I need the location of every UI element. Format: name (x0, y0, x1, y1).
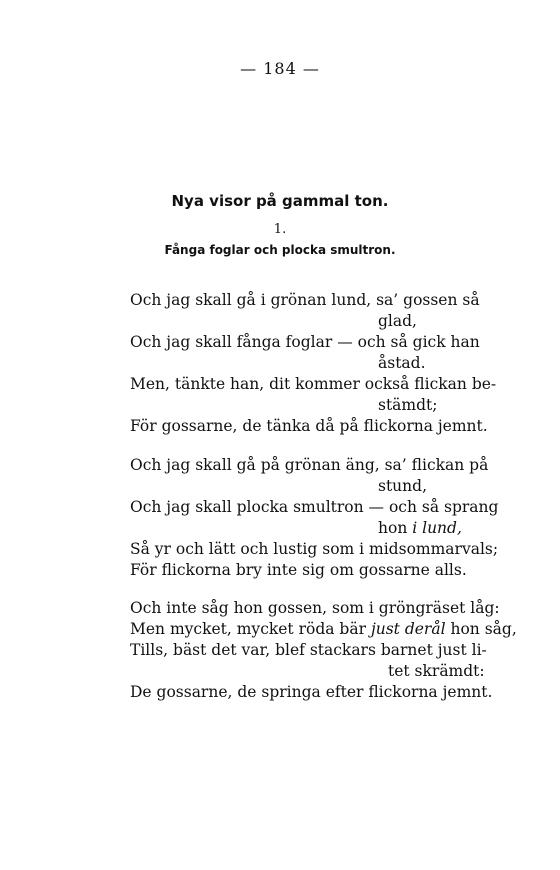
poem-subtitle: Fånga foglar och plocka smultron. (164, 243, 396, 257)
page-number: — 184 — (240, 59, 320, 78)
verse-line: För gossarne, de tänka då på flickorna jemnt. (130, 417, 488, 435)
verse-continuation: tet skrämdt: (388, 662, 485, 680)
verse-continuation: åstad. (378, 354, 426, 372)
verse-line: Tills, bäst det var, blef stackars barnet just li- (130, 641, 487, 659)
verse-line: Och inte såg hon gossen, som i gröngräset låg: (130, 599, 500, 617)
verse-line: Och jag skall plocka smultron — och så sprang (130, 498, 499, 516)
verse-line: Så yr och lätt och lustig som i midsommarvals; (130, 540, 499, 558)
poem-collection-title: Nya visor på gammal ton. (171, 192, 389, 210)
verse-continuation: stund, (378, 477, 427, 495)
verse-line: För flickorna bry inte sig om gossarne alls. (130, 561, 467, 579)
verse-text: Men mycket, mycket röda bär (130, 620, 371, 638)
verse-continuation: glad, (378, 312, 417, 330)
verse-line: Och jag skall fånga foglar — och så gick han (130, 333, 480, 351)
verse-continuation-italic: i lund, (412, 519, 462, 537)
section-number: 1. (273, 222, 287, 237)
verse-line: Och jag skall gå på grönan äng, sa’ flickan på (130, 456, 489, 474)
verse-continuation (378, 519, 462, 537)
verse-line: Och jag skall gå i grönan lund, sa’ gossen så (130, 291, 480, 309)
verse-continuation: stämdt; (378, 396, 438, 414)
verse-line: Men, tänkte han, dit kommer också flickan be- (130, 375, 497, 393)
verse-text: hon såg, (445, 620, 517, 638)
verse-line (130, 620, 517, 638)
verse-continuation-text: hon (378, 519, 413, 537)
verse-line: De gossarne, de springa efter flickorna jemnt. (130, 683, 493, 701)
verse-italic: just derål (370, 620, 446, 638)
